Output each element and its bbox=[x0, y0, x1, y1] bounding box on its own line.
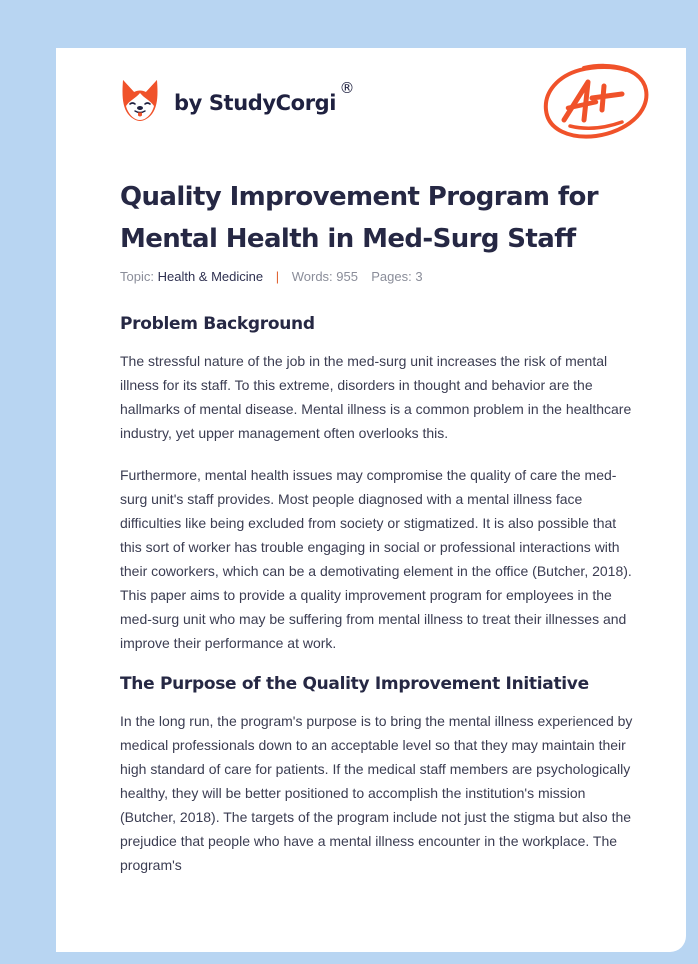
word-count: Words: 955 bbox=[291, 269, 358, 284]
topic-label: Topic: bbox=[120, 269, 154, 284]
page-count: Pages: 3 bbox=[371, 269, 423, 284]
page-header bbox=[120, 74, 650, 144]
brand-name bbox=[174, 79, 355, 115]
meta-separator: | bbox=[275, 269, 280, 284]
brand-logo-link[interactable] bbox=[120, 76, 355, 122]
paragraph: The stressful nature of the job in the med-surg unit increases the risk of mental illness for its staff. To this extreme, disorders in thought and behavior are the hallmarks of mental disease. Mental illness is a common problem in the healthcare industry, yet upper management often overlooks this. bbox=[120, 353, 632, 441]
section-heading-problem-background: Problem Background bbox=[120, 314, 315, 334]
topic-link[interactable]: Health & Medicine bbox=[157, 269, 264, 284]
paragraph: Furthermore, mental health issues may compromise the quality of care the med-surg unit's staff provides. Most people diagnosed with a mental illness face difficulties like being excluded from society or stigmatized. It is also possible that this sort of worker has trouble engaging in social or professional interactions with their coworkers, which can be a demotivating element in the office (Butcher, 2018). This paper aims to provide a quality improvement program for employees in the med-surg unit who may be suffering from mental illness to treat their illnesses and improve their performance at work. bbox=[120, 467, 632, 651]
paragraph: In the long run, the program's purpose is to bring the mental illness experienced by medical professionals down to an acceptable level so that they may maintain their high standard of care for patients. If the medical staff members are psychologically healthy, they will be better positioned to accomplish the institution's mission (Butcher, 2018). The targets of the program include not just the stigma but also the prejudice that people who have a mental illness encounter in the workplace. The program's bbox=[120, 713, 633, 873]
document-card bbox=[56, 48, 686, 952]
registered-mark: ® bbox=[339, 79, 355, 97]
article-body bbox=[120, 312, 640, 877]
section-heading-purpose: The Purpose of the Quality Improvement Initiative bbox=[120, 674, 589, 694]
page-title: Quality Improvement Program for Mental Health in Med-Surg Staff bbox=[120, 182, 599, 254]
brand-name-text: by StudyCorgi bbox=[174, 91, 337, 115]
a-plus-grade-icon bbox=[540, 60, 652, 142]
corgi-head-icon bbox=[120, 76, 160, 122]
article-meta bbox=[120, 269, 423, 284]
